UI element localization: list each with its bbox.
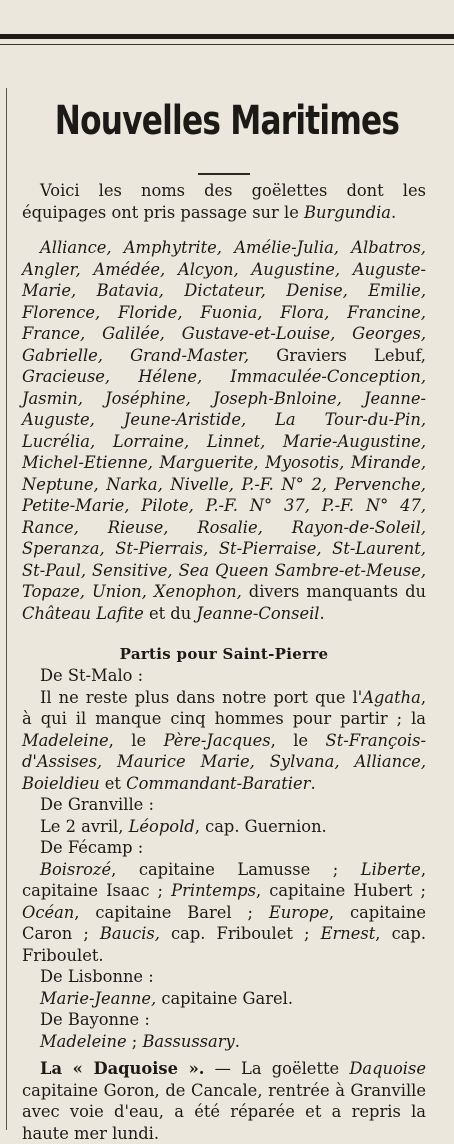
page-title: Nouvelles Maritimes: [54, 98, 400, 144]
stmalo-text-c: , le: [108, 730, 164, 750]
stmalo-text-d: , le: [270, 730, 326, 750]
stmalo-text-a: Il ne reste plus dans notre port que l': [40, 687, 363, 707]
lisbonne-entry: [22, 988, 426, 1010]
stmalo-text-e: et: [99, 773, 127, 793]
fecamp-ship-5: Europe: [268, 902, 329, 922]
origin-stmalo: De St-Malo :: [40, 666, 144, 685]
fecamp-text-7: , cap. Friboulet.: [22, 924, 426, 965]
daquoise-paragraph: [22, 1058, 426, 1144]
fecamp-ship-3: Printemps: [171, 881, 256, 900]
daquoise-lead: La « Daquoise ».: [40, 1059, 205, 1078]
origin-bayonne: De Bayonne :: [40, 1010, 150, 1029]
bayonne-sep: ;: [126, 1031, 143, 1051]
intro-paragraph: [22, 180, 426, 223]
section2-body: [22, 665, 426, 1144]
bayonne-entry: [22, 1031, 426, 1053]
bayonne-ship-2: Bassussary: [142, 1031, 235, 1051]
granville-date: Le 2 avril,: [40, 816, 129, 836]
fecamp-text-3: , capitaine Hubert ;: [255, 881, 426, 900]
stmalo-text-f: .: [310, 773, 316, 793]
fecamp-text-2: , capitaine Isaac ;: [22, 859, 426, 900]
fecamp-ship-1: Boisrozé: [40, 859, 112, 879]
daquoise-ship: Daquoise: [349, 1059, 426, 1078]
bayonne-end: .: [234, 1031, 240, 1051]
granville-cap: , cap. Guernion.: [194, 816, 327, 836]
schooners-tail-end: .: [319, 603, 325, 623]
granville-entry: [22, 816, 426, 838]
title-underline: [198, 173, 250, 175]
fecamp-text-4: , capitaine Barel ;: [74, 902, 269, 922]
lisbonne-ship: Marie-Jeanne,: [40, 988, 157, 1008]
fecamp-ship-7: Ernest: [320, 924, 376, 943]
schooners-tail-ship1: Château Lafite: [22, 603, 144, 623]
schooners-tail-mid: et du: [143, 603, 197, 623]
daquoise-text-b: capitaine Goron, de Cancale, rentrée à Granville avec voie d'eau, a été réparée et a repris la haute mer lundi.: [22, 1080, 426, 1143]
origin-fecamp: De Fécamp :: [40, 838, 144, 857]
origin-lisbonne: De Lisbonne :: [40, 967, 154, 986]
fecamp-ship-6: Baucis,: [99, 924, 160, 943]
fecamp-paragraph: [22, 859, 426, 967]
bayonne-ship-1: Madeleine: [40, 1031, 127, 1051]
schooners-tail: divers manquants du: [241, 582, 426, 601]
top-thin-rule: [0, 44, 454, 45]
schooners-tail-ship2: Jeanne-Conseil: [196, 603, 320, 623]
schooners-list-b-wrap: Graviers Lebuf,: [276, 345, 426, 365]
fecamp-ship-2: Liberte: [360, 859, 421, 879]
fecamp-ship-4: Océan: [22, 902, 75, 922]
intro-text: Voici les noms des goëlettes dont les équipages ont pris passage sur le: [22, 181, 426, 222]
stmalo-text-b: , à qui il manque cinq hommes pour partir ; la: [22, 687, 426, 728]
fecamp-text-5: , capitaine Caron ;: [22, 902, 426, 943]
stmalo-ships-rest: St-François-d'Assises, Maurice Marie, Sylvana, Alliance, Boieldieu: [22, 730, 427, 793]
schooners-list: Alliance, Amphytrite, Amélie-Julia, Albatros, Angler, Amédée, Alcyon, Augustine, Auguste-Marie, Batavia, Dictateur, Denise, Emilie, Florence, Floride, Fuonia, Flora, Francine, France, Galilée, Gustave-et-Louise, Georges, Gabrielle, Grand-Master,: [22, 238, 426, 365]
schooners-paragraph: [22, 237, 426, 624]
daquoise-text-a: — La goëlette: [204, 1059, 350, 1078]
origin-granville: De Granville :: [40, 795, 154, 814]
lisbonne-cap: capitaine Garel.: [156, 988, 294, 1008]
stmalo-paragraph: [22, 687, 426, 795]
stmalo-ship-madeleine: Madeleine: [22, 730, 109, 750]
column-rule: [6, 88, 7, 1130]
intro-end: .: [390, 202, 397, 222]
stmalo-ship-agatha: Agatha: [362, 687, 421, 707]
section-heading: Partis pour Saint-Pierre: [119, 645, 329, 663]
stmalo-ship-last: Commandant-Baratier: [126, 773, 311, 793]
fecamp-text-6: cap. Friboulet ;: [159, 924, 321, 943]
top-thick-rule: [0, 34, 454, 39]
stmalo-ship-perejacques: Père-Jacques: [163, 730, 271, 750]
granville-ship: Léopold: [128, 816, 195, 836]
intro-ship: Burgundia: [304, 202, 391, 222]
fecamp-text-1: , capitaine Lamusse ;: [111, 859, 361, 879]
schooners-list-b: Gracieuse, Hélene, Immaculée-Conception, Jasmin, Joséphine, Joseph-Bnloine, Jeanne-Auguste, Jeune-Aristide, La Tour-du-Pin, Lucrélia, Lorraine, Linnet, Marie-Augustine, Michel-Etienne, Marguerite, Myosotis, Mirande, Neptune, Narka, Nivelle, P.-F. N° 2, Pervenche, Petite-Marie, Pilote, P.-F. N° 37, P.-F. N° 47, Rance, Rieuse, Rosalie, Rayon-de-Soleil, Speranza, St-Pierrais, St-Pierraise, St-Laurent, St-Paul, Sensitive, Sea Queen Sambre-et-Meuse, Topaze, Union, Xenophon,: [22, 367, 426, 601]
